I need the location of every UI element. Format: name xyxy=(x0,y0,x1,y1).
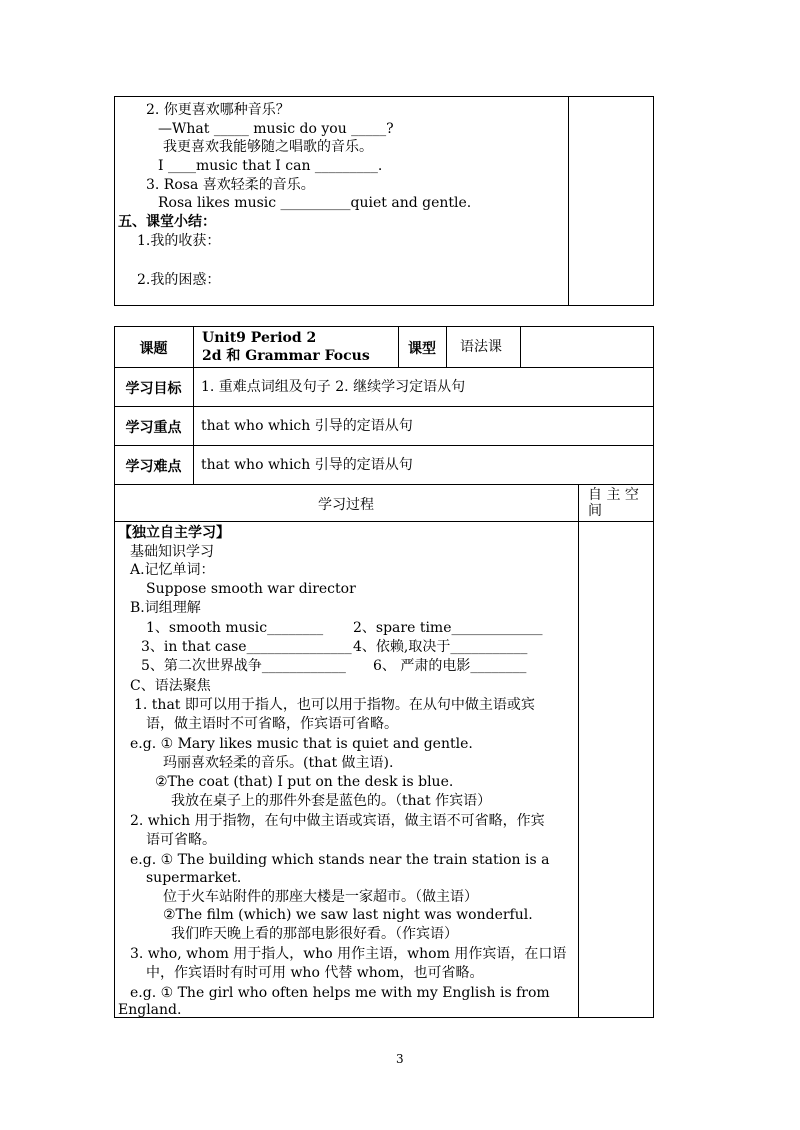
difficulty-label: 学习难点 xyxy=(125,459,182,475)
b-title: B.词组理解 xyxy=(130,600,201,616)
top-line-3: 我更喜欢我能够随之唱歌的音乐。 xyxy=(163,139,373,155)
row-sep xyxy=(114,484,654,485)
a-words: Suppose smooth war director xyxy=(146,581,356,597)
rule-2-line-1: 2. which 用于指物，在句中做主语或宾语，做主语不可省略，作宾 xyxy=(130,813,545,829)
row-sep xyxy=(114,521,654,522)
example-2-e: 我们昨天晚上看的那部电影很好看。（作宾语） xyxy=(171,926,458,942)
goal-label: 学习目标 xyxy=(125,381,182,397)
example-1-b: 玛丽喜欢轻柔的音乐。(that 做主语). xyxy=(163,755,394,771)
top-line-4: I ____music that I can _________. xyxy=(158,158,383,174)
c-title: C、语法聚焦 xyxy=(130,678,211,694)
difficulty-value: that who which 引导的定语从句 xyxy=(201,457,413,473)
process-label: 学习过程 xyxy=(318,497,374,513)
key-label: 学习重点 xyxy=(125,420,182,436)
confusion-label: 2.我的困惑： xyxy=(137,272,221,288)
rule-1-line-1: 1. that 即可以用于指人，也可以用于指物。在从句中做主语或宾 xyxy=(134,697,535,713)
phrase-6: 6、 严肃的电影________ xyxy=(373,658,527,674)
col-sep xyxy=(520,326,521,367)
topic-line-1: Unit9 Period 2 xyxy=(202,330,317,346)
row-sep xyxy=(114,445,654,446)
example-2-d: ②The film (which) we saw last night was wonderful. xyxy=(163,907,533,923)
row-sep xyxy=(114,367,654,368)
top-line-2: —What _____ music do you _____? xyxy=(158,121,394,137)
col-sep xyxy=(578,484,579,1018)
example-2-b: supermarket. xyxy=(146,870,242,886)
page-number: 3 xyxy=(396,1052,404,1066)
type-label: 课型 xyxy=(408,341,436,357)
key-value: that who which 引导的定语从句 xyxy=(201,418,413,434)
gain-label: 1.我的收获： xyxy=(137,233,221,249)
rule-1-line-2: 语，做主语时不可省略，作宾语可省略。 xyxy=(146,716,398,732)
rule-3-line-2: 中，作宾语时有时可用 who 代替 whom，也可省略。 xyxy=(146,965,484,981)
top-line-1: 2. 你更喜欢哪种音乐？ xyxy=(146,102,290,118)
phrase-4: 4、依赖,取决于___________ xyxy=(353,639,528,655)
top-line-6: Rosa likes music __________quiet and gentle. xyxy=(158,195,472,211)
rule-3-line-1: 3. who, whom 用于指人，who 用作主语，whom 用作宾语，在口语 xyxy=(130,946,567,962)
phrase-1: 1、smooth music________ xyxy=(146,620,324,636)
example-3-a: e.g. ① The girl who often helps me with my English is from xyxy=(130,985,550,1001)
phrase-3: 3、in that case_______________ xyxy=(141,639,352,655)
top-box-divider xyxy=(568,96,569,306)
phrase-5: 5、第二次世界战争____________ xyxy=(141,658,346,674)
goal-value: 1. 重难点词组及句子 2. 继续学习定语从句 xyxy=(201,379,466,395)
col-sep xyxy=(446,326,447,367)
self-space-label: 自 主 空 间 xyxy=(588,487,639,519)
col-sep xyxy=(193,326,194,484)
sub-title: 基础知识学习 xyxy=(130,544,214,560)
top-line-5: 3. Rosa 喜欢轻柔的音乐。 xyxy=(146,177,315,193)
example-2-c: 位于火车站附件的那座大楼是一家超市。（做主语） xyxy=(163,889,478,905)
example-1-a: e.g. ① Mary likes music that is quiet and gentle. xyxy=(130,736,473,752)
rule-2-line-2: 语可省略。 xyxy=(146,832,216,848)
summary-heading: 五、课堂小结： xyxy=(118,214,216,230)
topic-line-2: 2d 和 Grammar Focus xyxy=(202,348,370,364)
example-2-a: e.g. ① The building which stands near the train station is a xyxy=(130,852,550,868)
topic-label: 课题 xyxy=(139,341,168,357)
section-title: 【独立自主学习】 xyxy=(118,525,230,541)
row-sep xyxy=(114,406,654,407)
example-3-b: England. xyxy=(118,1002,182,1018)
example-1-c: ②The coat (that) I put on the desk is blue. xyxy=(155,774,454,790)
a-title: A.记忆单词： xyxy=(130,562,215,578)
phrase-2: 2、spare time_____________ xyxy=(353,620,543,636)
type-value: 语法课 xyxy=(460,339,502,355)
example-1-d: 我放在桌子上的那件外套是蓝色的。（that 作宾语） xyxy=(171,793,492,809)
